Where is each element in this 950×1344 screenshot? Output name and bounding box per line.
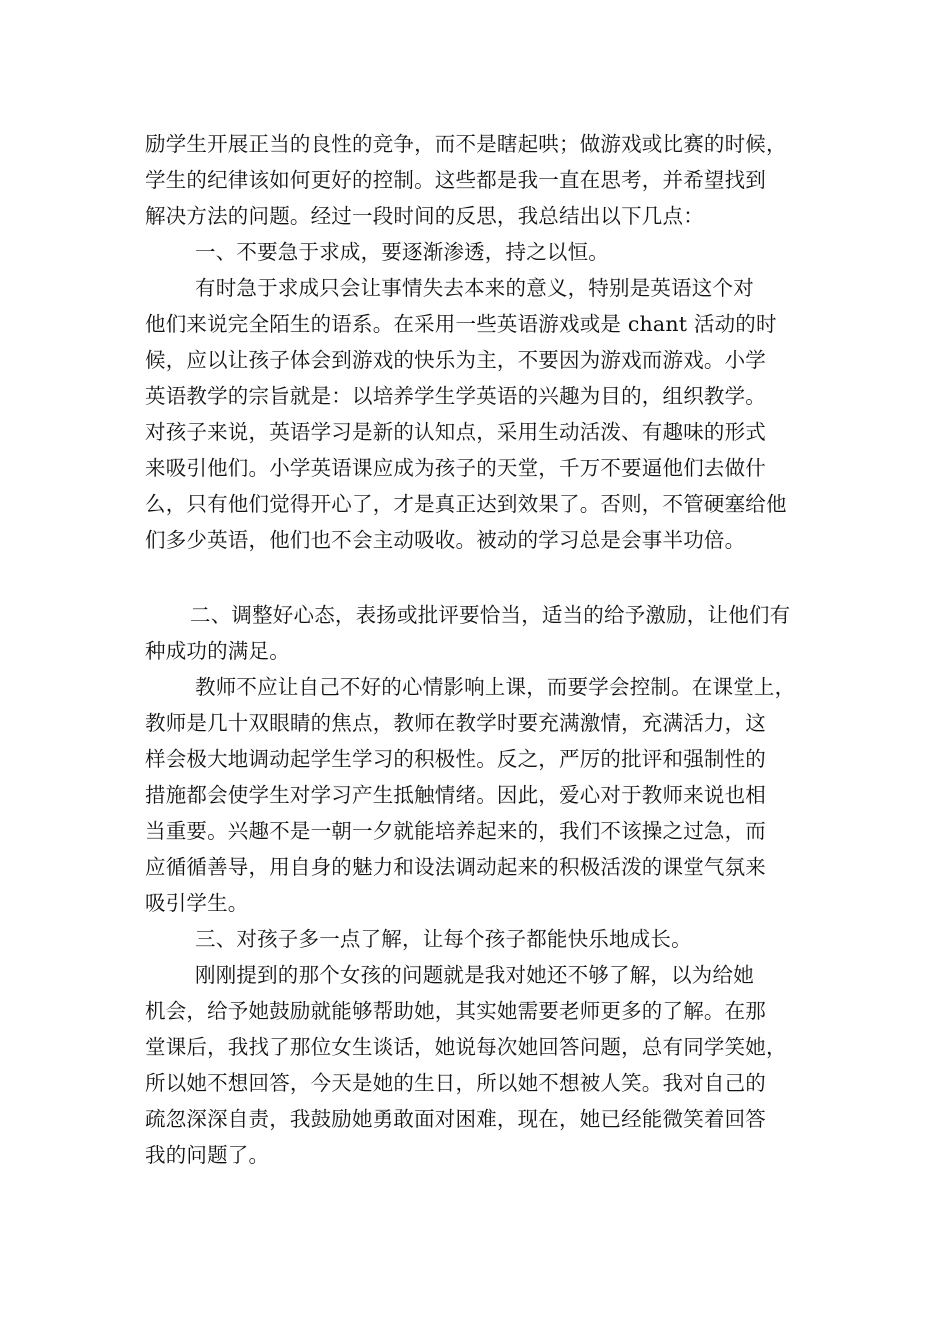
- text-line: 解决方法的问题。经过一段时间的反思，我总结出以下几点：: [145, 204, 704, 228]
- text-line: 他们来说完全陌生的语系。在采用一些英语游戏或是 chant 活动的时: [145, 312, 777, 336]
- section-heading-2: 二、调整好心态，表扬或批评要恰当，适当的给予激励，让他们有: [190, 603, 791, 627]
- text-line: 学生的纪律该如何更好的控制。这些都是我一直在思考，并希望找到: [145, 168, 766, 192]
- section-heading-3: 三、对孩子多一点了解，让每个孩子都能快乐地成长。: [195, 927, 692, 951]
- text-line: 当重要。兴趣不是一朝一夕就能培养起来的，我们不该操之过急，而: [145, 819, 766, 843]
- text-line: 候，应以让孩子体会到游戏的快乐为主，不要因为游戏而游戏。小学: [145, 348, 766, 372]
- text-line: 堂课后，我找了那位女生谈话，她说每次她回答问题，总有同学笑她，: [145, 1035, 787, 1059]
- text-line: 教师是几十双眼睛的焦点，教师在教学时要充满激情，充满活力，这: [145, 711, 766, 735]
- text-line: 励学生开展正当的良性的竞争，而不是瞎起哄；做游戏或比赛的时候，: [145, 132, 787, 156]
- text-line: 来吸引他们。小学英语课应成为孩子的天堂，千万不要逼他们去做什: [145, 456, 766, 480]
- text-line: 所以她不想回答，今天是她的生日，所以她不想被人笑。我对自己的: [145, 1071, 766, 1095]
- text-line: 么，只有他们觉得开心了，才是真正达到效果了。否则，不管硬塞给他: [145, 492, 787, 516]
- text-line: 我的问题了。: [145, 1143, 270, 1167]
- text-line: 疏忽深深自责，我鼓励她勇敢面对困难，现在，她已经能微笑着回答: [145, 1107, 766, 1131]
- text-line: 有时急于求成只会让事情失去本来的意义，特别是英语这个对: [195, 276, 754, 300]
- text-line: 对孩子来说，英语学习是新的认知点，采用生动活泼、有趣味的形式: [145, 420, 766, 444]
- text-line: 英语教学的宗旨就是：以培养学生学英语的兴趣为目的，组织教学。: [145, 384, 766, 408]
- text-line: 们多少英语，他们也不会主动吸收。被动的学习总是会事半功倍。: [145, 528, 746, 552]
- text-line: 样会极大地调动起学生学习的积极性。反之，严厉的批评和强制性的: [145, 747, 766, 771]
- text-line: 机会，给予她鼓励就能够帮助她，其实她需要老师更多的了解。在那: [145, 999, 766, 1023]
- section-heading-1: 一、不要急于求成，要逐渐渗透，持之以恒。: [195, 240, 609, 264]
- text-line: 措施都会使学生对学习产生抵触情绪。因此，爱心对于教师来说也相: [145, 783, 766, 807]
- text-line: 教师不应让自己不好的心情影响上课，而要学会控制。在课堂上，: [195, 675, 796, 699]
- text-line: 应循循善导，用自身的魅力和设法调动起来的积极活泼的课堂气氛来: [145, 855, 766, 879]
- text-line: 吸引学生。: [145, 891, 249, 915]
- text-line: 刚刚提到的那个女孩的问题就是我对她还不够了解，以为给她: [195, 963, 754, 987]
- text-line: 种成功的满足。: [145, 639, 290, 663]
